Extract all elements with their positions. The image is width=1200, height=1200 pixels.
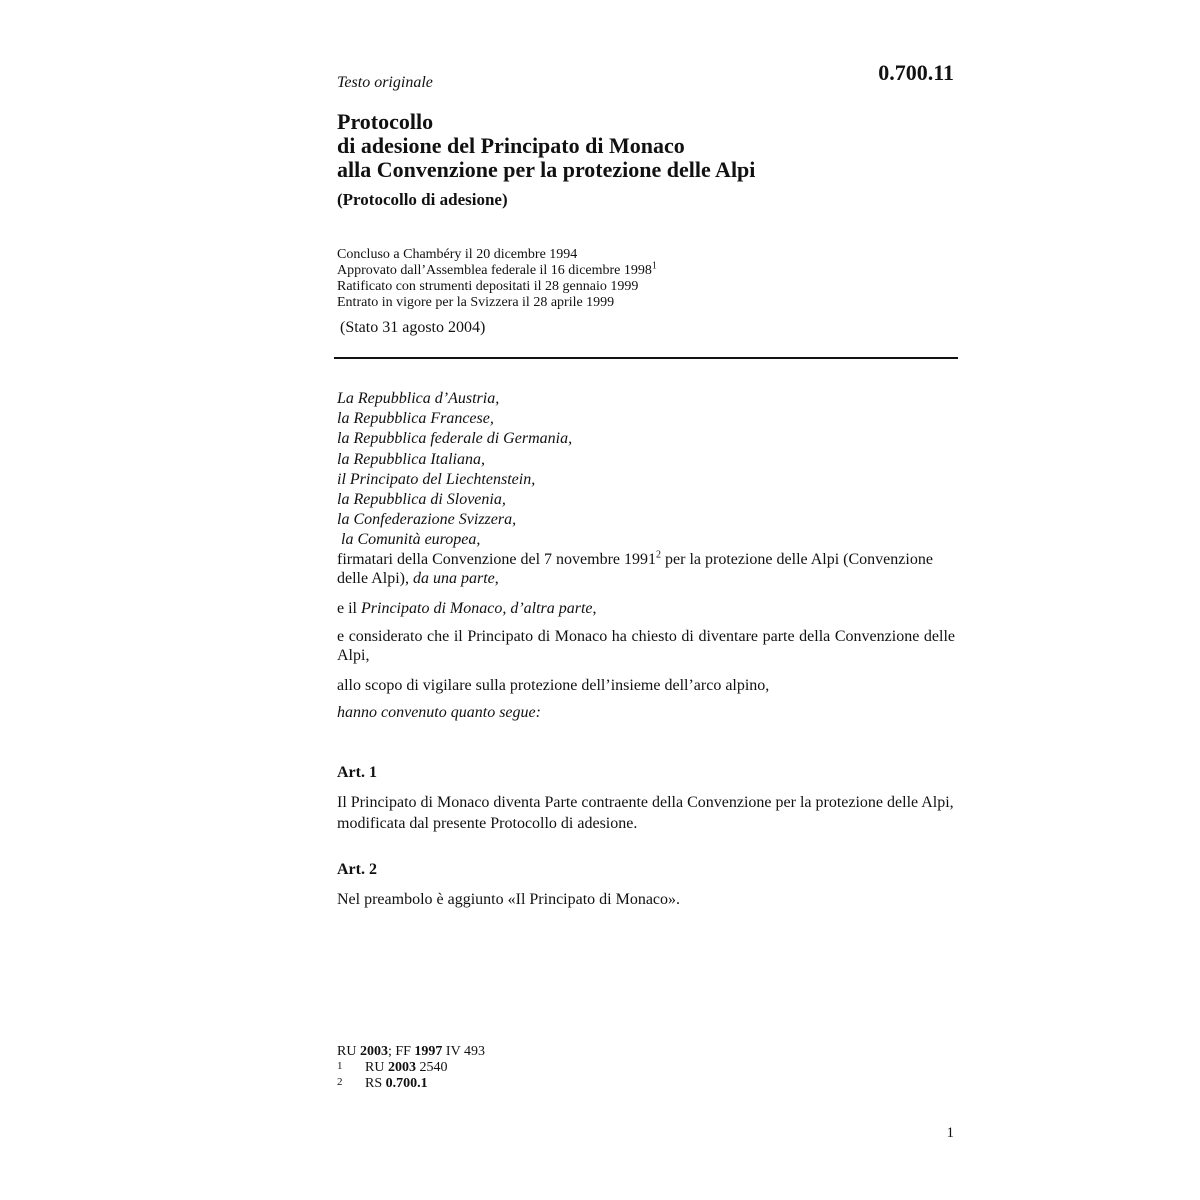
party-item: la Repubblica di Slovenia, xyxy=(337,491,506,509)
footnote-prefix: RS xyxy=(365,1076,386,1091)
ref-ff-year: 1997 xyxy=(414,1044,443,1059)
footnote-number: 1 xyxy=(337,1060,343,1072)
official-reference xyxy=(337,1044,485,1060)
party-item: La Repubblica d’Austria, xyxy=(337,390,500,407)
footnote-prefix: RU xyxy=(365,1060,388,1075)
status-line: (Stato 31 agosto 2004) xyxy=(340,319,486,336)
considering-paragraph: e considerato che il Principato di Monaco ha chiesto di diventare parte della Convenzione delle Alpi, xyxy=(337,628,955,664)
ratified-line: Ratificato con strumenti depositati il 28 gennaio 1999 xyxy=(337,279,639,294)
signatories-italic: da una parte xyxy=(412,570,495,587)
purpose-paragraph: allo scopo di vigilare sulla protezione dell’insieme dell’arco alpino, xyxy=(337,677,770,694)
approved-line xyxy=(337,260,657,279)
footnote-number: 2 xyxy=(337,1076,343,1088)
signatories-text-cont: per la protezione delle Alpi (Convenzione delle Alpi), xyxy=(337,551,933,587)
agreed-paragraph: hanno convenuto quanto segue: xyxy=(337,704,541,721)
ref-ru-prefix: RU xyxy=(337,1044,360,1059)
party-item: la Repubblica Francese, xyxy=(337,410,494,428)
footnote-2 xyxy=(337,1076,485,1092)
footnote-bold: 2003 xyxy=(387,1060,416,1075)
footnote-suffix: 2540 xyxy=(415,1060,448,1075)
short-title: (Protocollo di adesione) xyxy=(337,190,508,209)
title-line-1: Protocollo xyxy=(337,109,434,134)
footnote-ref-1[interactable]: 1 xyxy=(651,260,657,272)
ref-ru-year: 2003 xyxy=(359,1044,388,1059)
contracting-parties-list xyxy=(337,389,572,551)
signatories-end: , xyxy=(494,570,499,587)
party-item: la Repubblica Italiana, xyxy=(337,450,485,468)
footnote-ref-2[interactable]: 2 xyxy=(656,549,662,561)
ref-ff-rest: IV 493 xyxy=(442,1044,485,1059)
title-line-3: alla Convenzione per la protezione delle Alpi xyxy=(337,157,756,182)
header-divider xyxy=(334,357,958,359)
metadata-block xyxy=(337,247,657,311)
entry-into-force-line: Entrato in vigore per la Svizzera il 28 aprile 1999 xyxy=(337,295,615,310)
article-2-heading: Art. 2 xyxy=(337,861,377,878)
article-1-text: Il Principato di Monaco diventa Parte contraente della Convenzione per la protezione delle Alpi, modificata dal presente Protocollo di adesione. xyxy=(337,794,954,832)
title-line-2: di adesione del Principato di Monaco xyxy=(337,133,685,158)
footnote-bold: 0.700.1 xyxy=(385,1076,428,1091)
party-item: la Confederazione Svizzera, xyxy=(337,511,517,529)
monaco-italic: Principato di Monaco, d’altra parte xyxy=(361,600,593,617)
sr-number: 0.700.11 xyxy=(878,60,954,85)
party-item: la Repubblica federale di Germania, xyxy=(337,430,573,448)
ref-ff-prefix: ; FF xyxy=(387,1044,415,1059)
original-text-label: Testo originale xyxy=(337,74,433,91)
party-item: la Comunità europea, xyxy=(337,531,481,549)
document-title xyxy=(337,110,755,182)
concluded-line: Concluso a Chambéry il 20 dicembre 1994 xyxy=(337,247,578,262)
footnotes xyxy=(337,1044,485,1092)
page-number: 1 xyxy=(946,1125,954,1141)
approved-text: Approvato dall’Assemblea federale il 16 dicembre 1998 xyxy=(337,263,652,278)
signatories-text: firmatari della Convenzione del 7 novembre 1991 xyxy=(337,551,657,568)
monaco-end: , xyxy=(592,600,597,617)
monaco-prefix: e il xyxy=(337,600,361,617)
monaco-paragraph xyxy=(337,599,955,618)
party-item: il Principato del Liechtenstein, xyxy=(337,470,536,488)
article-2-text: Nel preambolo è aggiunto «Il Principato di Monaco». xyxy=(337,891,681,908)
signatories-paragraph xyxy=(337,550,955,588)
article-1-heading: Art. 1 xyxy=(337,764,377,781)
footnote-1 xyxy=(337,1060,485,1076)
